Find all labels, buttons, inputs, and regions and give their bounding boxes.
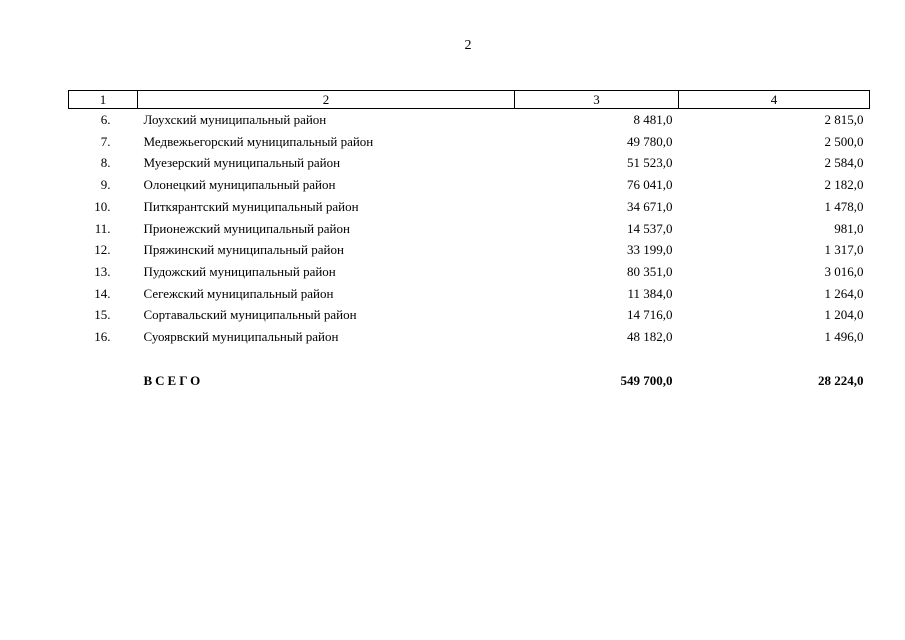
spacer-cell: [69, 348, 138, 370]
table-row: [69, 239, 870, 261]
header-col-4: 4: [679, 91, 870, 109]
row-value-col-3: 14 537,0: [627, 220, 673, 236]
table-row: [69, 174, 870, 196]
total-row: [69, 370, 870, 392]
row-value-col-4: 1 478,0: [824, 198, 864, 214]
header-col-1: 1: [69, 91, 138, 109]
row-value-col-4: 2 584,0: [824, 155, 864, 171]
table-row: [69, 196, 870, 218]
row-district-name: Лоухский муниципальный район: [143, 112, 327, 127]
row-district-name: Пудожский муниципальный район: [143, 263, 336, 279]
row-value-col-3: 33 199,0: [627, 242, 673, 258]
table-row: [69, 326, 870, 348]
page-number: 2: [464, 38, 472, 53]
row-number: 16.: [94, 329, 111, 345]
row-district-name: Прионежский муниципальный район: [143, 220, 350, 236]
row-value-col-4: 1 317,0: [824, 242, 864, 258]
row-value-col-3: 49 780,0: [627, 133, 673, 149]
row-value-col-3: 8 481,0: [633, 112, 673, 127]
total-value-col-4: 28 224,0: [818, 372, 864, 388]
spacer-cell: [138, 348, 515, 370]
table-row: [69, 152, 870, 174]
row-number: 6.: [100, 112, 111, 127]
row-value-col-3: 14 716,0: [627, 307, 673, 323]
row-district-name: Суоярвский муниципальный район: [143, 329, 339, 345]
row-number: 11.: [94, 220, 111, 236]
header-col-3: 3: [515, 91, 679, 109]
spacer-cell: [679, 348, 870, 370]
row-number: 12.: [94, 242, 111, 258]
row-district-name: Муезерский муниципальный район: [143, 155, 341, 171]
row-district-name: Сортавальский муниципальный район: [143, 307, 357, 323]
row-value-col-4: 1 204,0: [824, 307, 864, 323]
row-district-name: Медвежьегорский муниципальный район: [143, 133, 374, 149]
row-value-col-4: 2 182,0: [824, 177, 864, 193]
row-value-col-3: 51 523,0: [627, 155, 673, 171]
row-number: 9.: [100, 177, 111, 193]
row-district-name: Сегежский муниципальный район: [143, 285, 334, 301]
table-row: [69, 218, 870, 240]
row-number: 14.: [94, 285, 111, 301]
row-value-col-3: 34 671,0: [627, 198, 673, 214]
total-empty-cell: [69, 370, 138, 392]
row-district-name: Пряжинский муниципальный район: [143, 242, 344, 258]
row-value-col-3: 11 384,0: [627, 285, 673, 301]
row-number: 8.: [100, 155, 111, 171]
row-value-col-4: 3 016,0: [824, 263, 864, 279]
table-body: [69, 109, 870, 392]
total-label: ВСЕГО: [143, 372, 204, 388]
row-value-col-3: 76 041,0: [627, 177, 673, 193]
row-number: 10.: [94, 198, 111, 214]
spacer-row: [69, 348, 870, 370]
row-district-name: Олонецкий муниципальный район: [143, 177, 336, 193]
row-value-col-3: 80 351,0: [627, 263, 673, 279]
table-row: [69, 131, 870, 153]
header-col-2: 2: [138, 91, 515, 109]
allocation-table: [68, 90, 870, 391]
total-value-col-3: 549 700,0: [620, 372, 673, 388]
row-value-col-4: 1 496,0: [824, 329, 864, 345]
row-value-col-4: 2 500,0: [824, 133, 864, 149]
spacer-cell: [515, 348, 679, 370]
table-header: [69, 91, 870, 109]
row-value-col-4: 1 264,0: [824, 285, 864, 301]
row-number: 13.: [94, 263, 111, 279]
table-row: [69, 261, 870, 283]
row-value-col-4: 981,0: [834, 220, 864, 236]
row-district-name: Питкярантский муниципальный район: [143, 198, 359, 214]
table-row: [69, 283, 870, 305]
row-value-col-4: 2 815,0: [824, 112, 864, 127]
row-value-col-3: 48 182,0: [627, 329, 673, 345]
header-row: [69, 91, 870, 109]
table-row: [69, 304, 870, 326]
row-number: 15.: [94, 307, 111, 323]
table-row: [69, 109, 870, 131]
row-number: 7.: [100, 133, 111, 149]
